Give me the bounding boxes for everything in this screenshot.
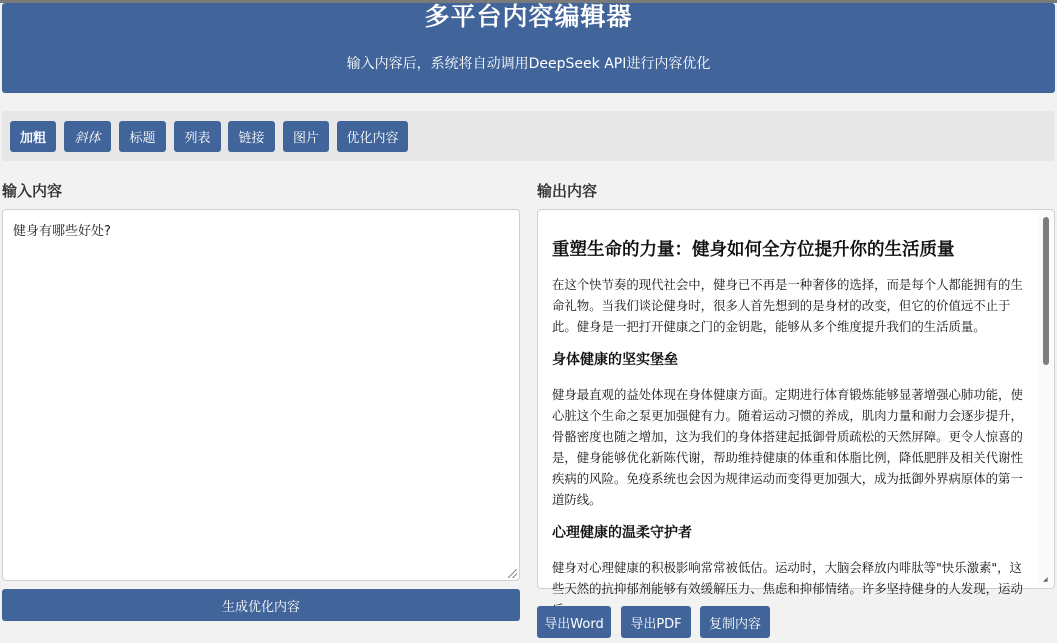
scroll-arrow-icon[interactable]: ◢ [1043,576,1048,583]
list-button[interactable]: 列表 [174,121,221,152]
output-section-heading: 身体健康的坚实堡垒 [552,352,678,368]
resize-handle[interactable] [508,569,517,578]
format-toolbar [2,111,1055,161]
page-title: 多平台内容编辑器 [424,2,633,31]
output-section-paragraph: 健身最直观的益处体现在身体健康方面。定期进行体育锻炼能够显著增强心肺功能，使心脏这个生命之泵更加强健有力。随着运动习惯的养成，肌肉力量和耐力会逐步提升，骨骼密度也随之增加，这为我们的身体搭建起抵御骨质疏松的天然屏障。更令人惊喜的是，健身能够优化新陈代谢，帮助维持健康的体重和体脂比例，降低肥胖及相关代谢性疾病的风险。免疫系统也会因为规律运动而变得更加强大，成为抵御外界病原体的第一道防线。 [552,387,1023,507]
output-panel[interactable] [537,209,1055,596]
output-content [552,240,1030,620]
scrollbar-thumb[interactable] [1043,217,1049,365]
output-scrollbar[interactable] [1039,211,1053,587]
output-title: 重塑生命的力量：健身如何全方位提升你的生活质量 [552,240,955,260]
link-button[interactable]: 链接 [228,121,275,152]
content-input-textarea[interactable] [2,209,520,581]
output-section-label: 输出内容 [537,182,598,200]
heading-button[interactable]: 标题 [119,121,166,152]
output-intro-paragraph: 在这个快节奏的现代社会中，健身已不再是一种奢侈的选择，而是每个人都能拥有的生命礼物。当我们谈论健身时，很多人首先想到的是身材的改变，但它的价值远不止于此。健身是一把打开健康之门的金钥匙，能够从多个维度提升我们的生活质量。 [552,277,1023,334]
app-header [2,3,1055,93]
optimize-content-button[interactable]: 优化内容 [337,121,408,152]
export-word-button[interactable]: 导出Word [537,606,611,638]
input-text: 健身有哪些好处? [13,224,111,239]
export-pdf-button[interactable]: 导出PDF [621,606,691,638]
italic-button[interactable]: 斜体 [64,121,111,152]
output-section-paragraph: 健身对心理健康的积极影响常常被低估。运动时，大脑会释放内啡肽等"快乐激素"，这些天然的抗抑郁剂能够有效缓解压力、焦虑和抑郁情绪。许多坚持健身的人发现，运动 [552,560,1023,596]
copy-content-button[interactable]: 复制内容 [700,606,770,638]
input-section-label: 输入内容 [2,182,63,200]
output-section-heading: 心理健康的温柔守护者 [552,525,692,541]
bold-button[interactable]: 加粗 [10,121,56,152]
generate-optimized-button[interactable]: 生成优化内容 [2,589,520,621]
page-subtitle: 输入内容后，系统将自动调用DeepSeek API进行内容优化 [346,56,711,72]
image-button[interactable]: 图片 [283,121,329,152]
